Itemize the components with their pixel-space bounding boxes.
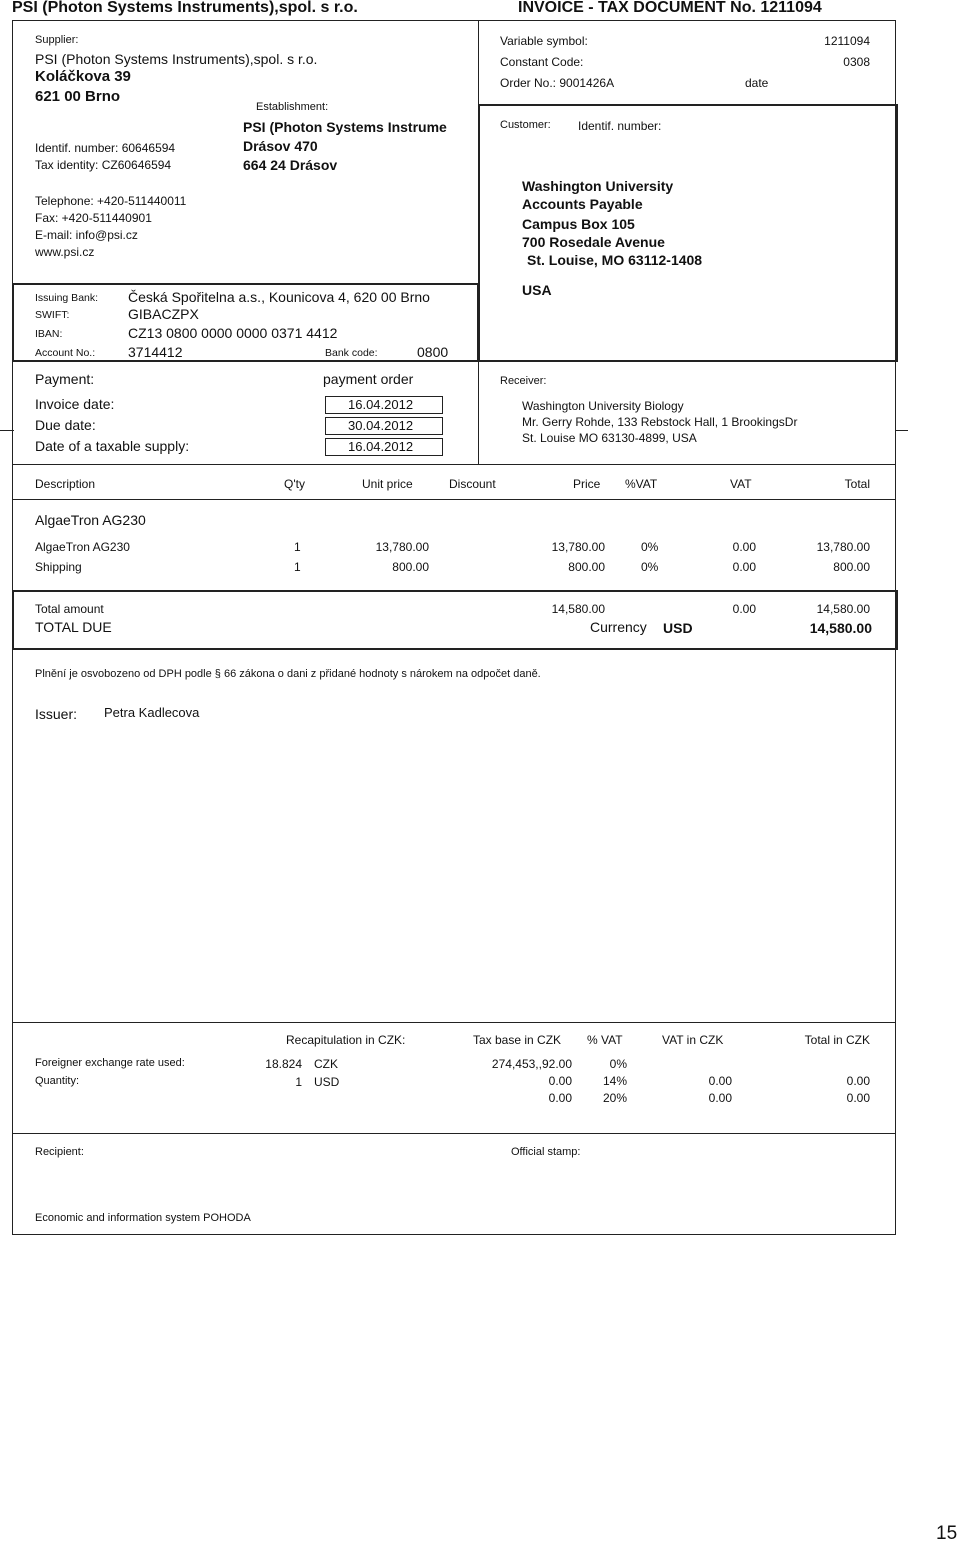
supplier-web: www.psi.cz — [35, 245, 95, 259]
due-date-label: Due date: — [35, 417, 96, 433]
supplier-id-number: Identif. number: 60646594 — [35, 141, 176, 155]
total-due-value: 14,580.00 — [809, 620, 872, 636]
col-price: Price — [573, 477, 601, 491]
recipient-label: Recipient: — [35, 1146, 84, 1158]
exchange-rate-value: 18.824 — [265, 1057, 302, 1071]
supplier-telephone: Telephone: +420-511440011 — [35, 194, 187, 208]
customer-line3: Campus Box 105 — [522, 216, 635, 232]
item-qty: 1 — [294, 540, 301, 554]
total-amount-label: Total amount — [35, 602, 104, 616]
item-description: AlgaeTron AG230 — [35, 540, 130, 554]
item-vat: 0.00 — [732, 560, 756, 574]
recap-total: 0.00 — [846, 1091, 870, 1105]
bank-code-value: 0800 — [417, 344, 449, 360]
recap-tax-base: 274,453,,92.00 — [491, 1057, 572, 1071]
account-value: 3714412 — [128, 344, 183, 360]
total-due-label: TOTAL DUE — [35, 619, 112, 635]
supplier-tax-id: Tax identity: CZ60646594 — [35, 158, 172, 172]
exchange-rate-label: Foreigner exchange rate used: — [35, 1057, 185, 1069]
establishment-label: Establishment: — [256, 101, 329, 113]
supplier-email: E-mail: info@psi.cz — [35, 228, 138, 242]
establishment-street: Drásov 470 — [243, 138, 318, 154]
payment-label: Payment: — [35, 371, 95, 387]
taxable-date-label: Date of a taxable supply: — [35, 438, 190, 454]
swift-label: SWIFT: — [35, 309, 70, 321]
payment-value: payment order — [323, 371, 414, 387]
recap-vat-pct-header: % VAT — [587, 1033, 623, 1047]
taxable-date-value: 16.04.2012 — [325, 438, 443, 456]
totals-box — [12, 590, 898, 650]
order-date-label: date — [745, 76, 769, 90]
item-total: 13,780.00 — [816, 540, 870, 554]
supplier-city: 621 00 Brno — [35, 88, 121, 105]
item-group-title: AlgaeTron AG230 — [35, 512, 146, 528]
receiver-line1: Washington University Biology — [522, 399, 684, 413]
fold-mark-right — [896, 430, 908, 431]
quantity-value: 1 — [295, 1075, 302, 1089]
fold-mark-left — [0, 430, 14, 431]
invoice-date-label: Invoice date: — [35, 396, 115, 412]
recap-tax-base: 0.00 — [548, 1091, 572, 1105]
account-label: Account No.: — [35, 347, 96, 359]
supplier-fax: Fax: +420-511440901 — [35, 211, 152, 225]
item-vat-pct: 0% — [641, 560, 659, 574]
constant-code-label: Constant Code: — [500, 55, 584, 69]
recap-vat-pct: 20% — [602, 1091, 627, 1105]
recap-total: 0.00 — [846, 1074, 870, 1088]
item-description: Shipping — [35, 560, 82, 574]
document-title: INVOICE - TAX DOCUMENT No. 1211094 — [518, 0, 822, 16]
total-amount-vat: 0.00 — [732, 602, 756, 616]
recap-total-header: Total in CZK — [804, 1033, 870, 1047]
col-discount: Discount — [449, 477, 496, 491]
issuer-label: Issuer: — [35, 706, 78, 722]
items-header-divider — [12, 499, 896, 500]
issuing-bank-label: Issuing Bank: — [35, 292, 99, 304]
customer-label: Customer: — [500, 119, 551, 131]
exchange-rate-unit: CZK — [314, 1057, 338, 1071]
bank-code-label: Bank code: — [325, 347, 378, 359]
due-date-value: 30.04.2012 — [325, 417, 443, 435]
swift-value: GIBACZPX — [128, 306, 199, 322]
recap-divider — [12, 1022, 896, 1023]
order-number: Order No.: 9001426A — [500, 76, 615, 90]
invoice-date-value: 16.04.2012 — [325, 396, 443, 414]
issuer-name: Petra Kadlecova — [104, 705, 200, 720]
item-price: 800.00 — [568, 560, 605, 574]
col-vat: VAT — [730, 477, 752, 491]
item-vat-pct: 0% — [641, 540, 659, 554]
item-unit-price: 13,780.00 — [375, 540, 429, 554]
quantity-label: Quantity: — [35, 1075, 80, 1087]
item-vat: 0.00 — [732, 540, 756, 554]
currency-value: USD — [663, 620, 693, 636]
recap-vat-pct: 0% — [609, 1057, 627, 1071]
recap-tax-base: 0.00 — [548, 1074, 572, 1088]
page-number: 15 — [936, 1523, 958, 1544]
item-total: 800.00 — [833, 560, 870, 574]
company-header: PSI (Photon Systems Instruments),spol. s r.o. — [12, 0, 358, 16]
vat-exemption-note: Plnění je osvobozeno od DPH podle § 66 zákona o dani z přidané hodnoty s nárokem na odpočet daně. — [35, 668, 541, 680]
receiver-label: Receiver: — [500, 375, 547, 387]
recap-vat-pct: 14% — [602, 1074, 627, 1088]
establishment-city: 664 24 Drásov — [243, 157, 338, 173]
quantity-unit: USD — [314, 1075, 340, 1089]
customer-line4: 700 Rosedale Avenue — [522, 234, 665, 250]
col-vat-pct: %VAT — [625, 477, 658, 491]
iban-value: CZ13 0800 0000 0000 0371 4412 — [128, 325, 338, 341]
item-unit-price: 800.00 — [392, 560, 429, 574]
currency-label: Currency — [590, 619, 647, 635]
recap-tax-base-header: Tax base in CZK — [473, 1033, 562, 1047]
establishment-name: PSI (Photon Systems Instrume — [243, 119, 447, 135]
iban-label: IBAN: — [35, 328, 63, 340]
recap-title: Recapitulation in CZK: — [286, 1033, 406, 1047]
variable-symbol-value: 1211094 — [824, 34, 870, 48]
item-price: 13,780.00 — [551, 540, 605, 554]
col-description: Description — [35, 477, 96, 491]
system-footer: Economic and information system POHODA — [35, 1212, 251, 1224]
official-stamp-label: Official stamp: — [511, 1146, 581, 1158]
variable-symbol-label: Variable symbol: — [500, 34, 588, 48]
constant-code-value: 0308 — [843, 55, 870, 69]
items-top-divider — [12, 464, 896, 465]
footer-divider — [12, 1133, 896, 1134]
recap-vat: 0.00 — [708, 1074, 732, 1088]
col-qty: Q'ty — [284, 477, 305, 491]
col-unit-price: Unit price — [362, 477, 413, 491]
issuing-bank-value: Česká Spořitelna a.s., Kounicova 4, 620 00 Brno — [128, 289, 430, 305]
total-amount-price: 14,580.00 — [551, 602, 605, 616]
supplier-label: Supplier: — [35, 34, 79, 46]
recap-vat-header: VAT in CZK — [662, 1033, 724, 1047]
receiver-line3: St. Louise MO 63130-4899, USA — [522, 431, 697, 445]
item-qty: 1 — [294, 560, 301, 574]
receiver-line2: Mr. Gerry Rohde, 133 Rebstock Hall, 1 BrookingsDr — [522, 415, 798, 429]
total-amount-total: 14,580.00 — [816, 602, 870, 616]
customer-box — [478, 104, 898, 362]
customer-country: USA — [522, 282, 552, 298]
col-total: Total — [844, 477, 870, 491]
customer-line2: Accounts Payable — [522, 196, 643, 212]
recap-vat: 0.00 — [708, 1091, 732, 1105]
customer-line1: Washington University — [522, 178, 674, 194]
supplier-name: PSI (Photon Systems Instruments),spol. s r.o. — [35, 51, 318, 67]
supplier-street: Koláčkova 39 — [35, 68, 131, 85]
customer-line5: St. Louise, MO 63112-1408 — [527, 252, 703, 268]
customer-id-label: Identif. number: — [578, 119, 662, 133]
